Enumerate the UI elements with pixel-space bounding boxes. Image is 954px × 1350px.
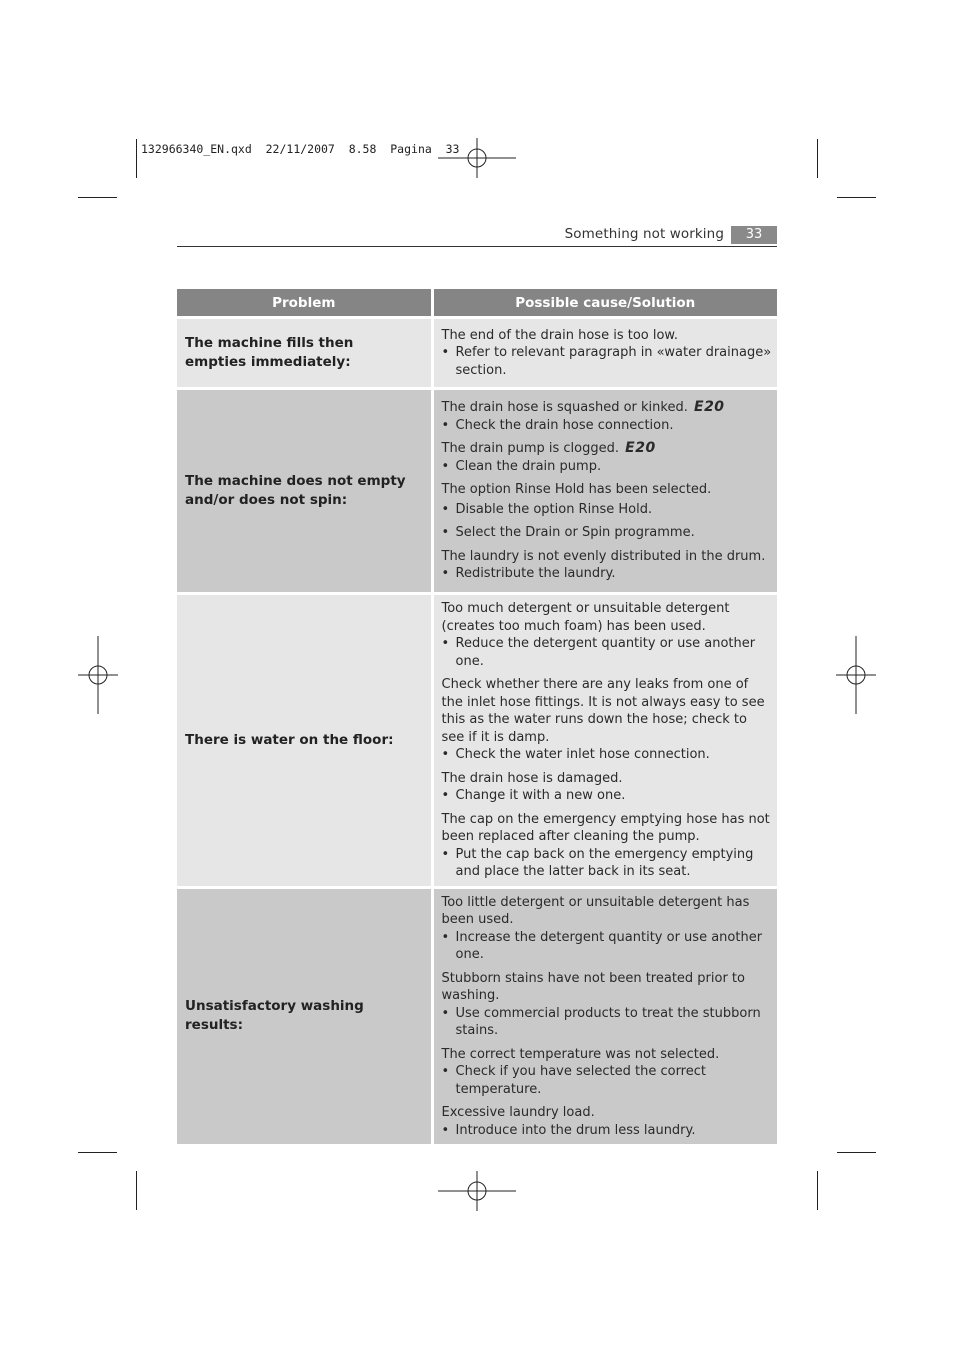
solution-text: Check the drain hose connection. xyxy=(455,417,674,433)
solution-text: Check if you have selected the correct temperature. xyxy=(455,1064,706,1097)
solution-bullet: • Check the drain hose connection. xyxy=(441,417,674,433)
cause-text: The drain pump is clogged. xyxy=(441,441,620,457)
table-row xyxy=(177,389,777,594)
table-row xyxy=(177,594,777,888)
solution-cell xyxy=(432,318,777,389)
crop-mark xyxy=(837,197,876,198)
cause-text: The correct temperature was not selected. xyxy=(441,1046,720,1062)
cause-item xyxy=(442,894,774,964)
solution-bullet: • Change it with a new one. xyxy=(441,788,626,803)
solution-text: Select the Drain or Spin programme. xyxy=(455,525,695,541)
solution-bullet: • Check if you have selected the correct temperature. xyxy=(442,1063,774,1098)
crop-mark xyxy=(136,139,137,178)
solution-bullet: • Put the cap back on the emergency emptying and place the latter back in its seat. xyxy=(442,846,774,881)
column-header-problem: Problem xyxy=(177,289,432,318)
solution-text: Change it with a new one. xyxy=(455,788,626,803)
cause-item xyxy=(442,399,774,434)
cause-line xyxy=(442,440,774,458)
registration-mark-icon xyxy=(836,636,876,714)
crop-mark xyxy=(817,1171,818,1210)
problem-cell: There is water on the floor: xyxy=(177,594,432,888)
page-number: 33 xyxy=(731,226,777,244)
solution-bullet: • Disable the option Rinse Hold. xyxy=(441,501,653,517)
solution-cell xyxy=(432,389,777,594)
header-divider xyxy=(177,246,777,247)
cause-item xyxy=(442,1046,774,1099)
solution-bullet: • Redistribute the laundry. xyxy=(441,566,616,582)
column-header-solution: Possible cause/Solution xyxy=(432,289,777,318)
registration-mark-icon xyxy=(438,1171,516,1211)
cause-item xyxy=(442,548,774,583)
cause-item xyxy=(442,1104,774,1139)
print-slug: 132966340_EN.qxd 22/11/2007 8.58 Pagina 33 xyxy=(141,142,460,156)
cause-text: Too little detergent or unsuitable detergent has been used. xyxy=(441,894,750,927)
solution-text: Check the water inlet hose connection. xyxy=(455,747,710,762)
registration-mark-icon xyxy=(438,138,516,178)
cause-item xyxy=(442,970,774,1040)
solution-bullet: • Reduce the detergent quantity or use another one. xyxy=(442,635,774,670)
solution-text: Increase the detergent quantity or use another one. xyxy=(455,929,763,962)
cause-text: Excessive laundry load. xyxy=(441,1105,595,1120)
solution-text: Redistribute the laundry. xyxy=(455,566,616,582)
cause-text: Check whether there are any leaks from one of the inlet hose fittings. It is not always easy to see this as the water runs down the hose; check to see if it is damp. xyxy=(441,677,765,745)
cause-item xyxy=(442,481,774,518)
table-header-row xyxy=(177,289,777,318)
cause-item xyxy=(442,440,774,475)
solution-text: Reduce the detergent quantity or use another one. xyxy=(455,636,756,669)
cause-item xyxy=(442,676,774,764)
problem-cell: The machine fills then empties immediately: xyxy=(177,318,432,389)
cause-item xyxy=(442,600,774,670)
cause-item xyxy=(442,524,774,542)
cause-text: The cap on the emergency emptying hose has not been replaced after cleaning the pump. xyxy=(441,811,770,844)
solution-bullet: • Introduce into the drum less laundry. xyxy=(441,1122,696,1138)
solution-bullet: • Increase the detergent quantity or use another one. xyxy=(442,929,774,964)
solution-bullet: • Use commercial products to treat the stubborn stains. xyxy=(442,1005,774,1040)
section-title: Something not working xyxy=(564,226,724,242)
cause-item xyxy=(442,811,774,881)
table-row xyxy=(177,318,777,389)
solution-text: Use commercial products to treat the stubborn stains. xyxy=(455,1005,761,1038)
solution-bullet: • Refer to relevant paragraph in «water drainage» section. xyxy=(441,345,772,378)
solution-text: Introduce into the drum less laundry. xyxy=(455,1122,696,1138)
solution-cell xyxy=(432,594,777,888)
solution-text: Refer to relevant paragraph in «water drainage» section. xyxy=(455,345,772,378)
cause-text: Stubborn stains have not been treated prior to washing. xyxy=(441,970,745,1003)
troubleshooting-table xyxy=(177,289,777,1144)
solution-text: Disable the option Rinse Hold. xyxy=(455,501,653,517)
problem-cell: The machine does not empty and/or does not spin: xyxy=(177,389,432,594)
solution-cell xyxy=(432,887,777,1144)
problem-cell: Unsatisfactory washing results: xyxy=(177,887,432,1144)
solution-bullet: • Clean the drain pump. xyxy=(441,458,602,474)
cause-text: The drain hose is squashed or kinked. xyxy=(441,400,688,416)
solution-text: Put the cap back on the emergency emptying and place the latter back in its seat. xyxy=(455,846,754,879)
cause-line xyxy=(442,399,774,417)
error-code: E20 xyxy=(694,399,725,416)
solution-text: Clean the drain pump. xyxy=(455,458,602,474)
solution-bullet: • Check the water inlet hose connection. xyxy=(441,747,710,762)
table-row xyxy=(177,887,777,1144)
crop-mark xyxy=(817,139,818,178)
crop-mark xyxy=(136,1171,137,1210)
cause-text: The option Rinse Hold has been selected. xyxy=(441,482,712,498)
solution-bullet: • Select the Drain or Spin programme. xyxy=(441,525,695,541)
cause-text: The drain hose is damaged. xyxy=(441,770,623,786)
crop-mark xyxy=(78,1152,117,1153)
cause-text: The end of the drain hose is too low. xyxy=(441,327,678,343)
registration-mark-icon xyxy=(78,636,118,714)
cause-text: The laundry is not evenly distributed in the drum. xyxy=(441,548,766,564)
cause-item xyxy=(442,770,774,805)
cause-item xyxy=(442,327,774,380)
crop-mark xyxy=(837,1152,876,1153)
crop-mark xyxy=(78,197,117,198)
error-code: E20 xyxy=(625,440,656,457)
cause-text: Too much detergent or unsuitable detergent (creates too much foam) has been used. xyxy=(441,601,730,634)
